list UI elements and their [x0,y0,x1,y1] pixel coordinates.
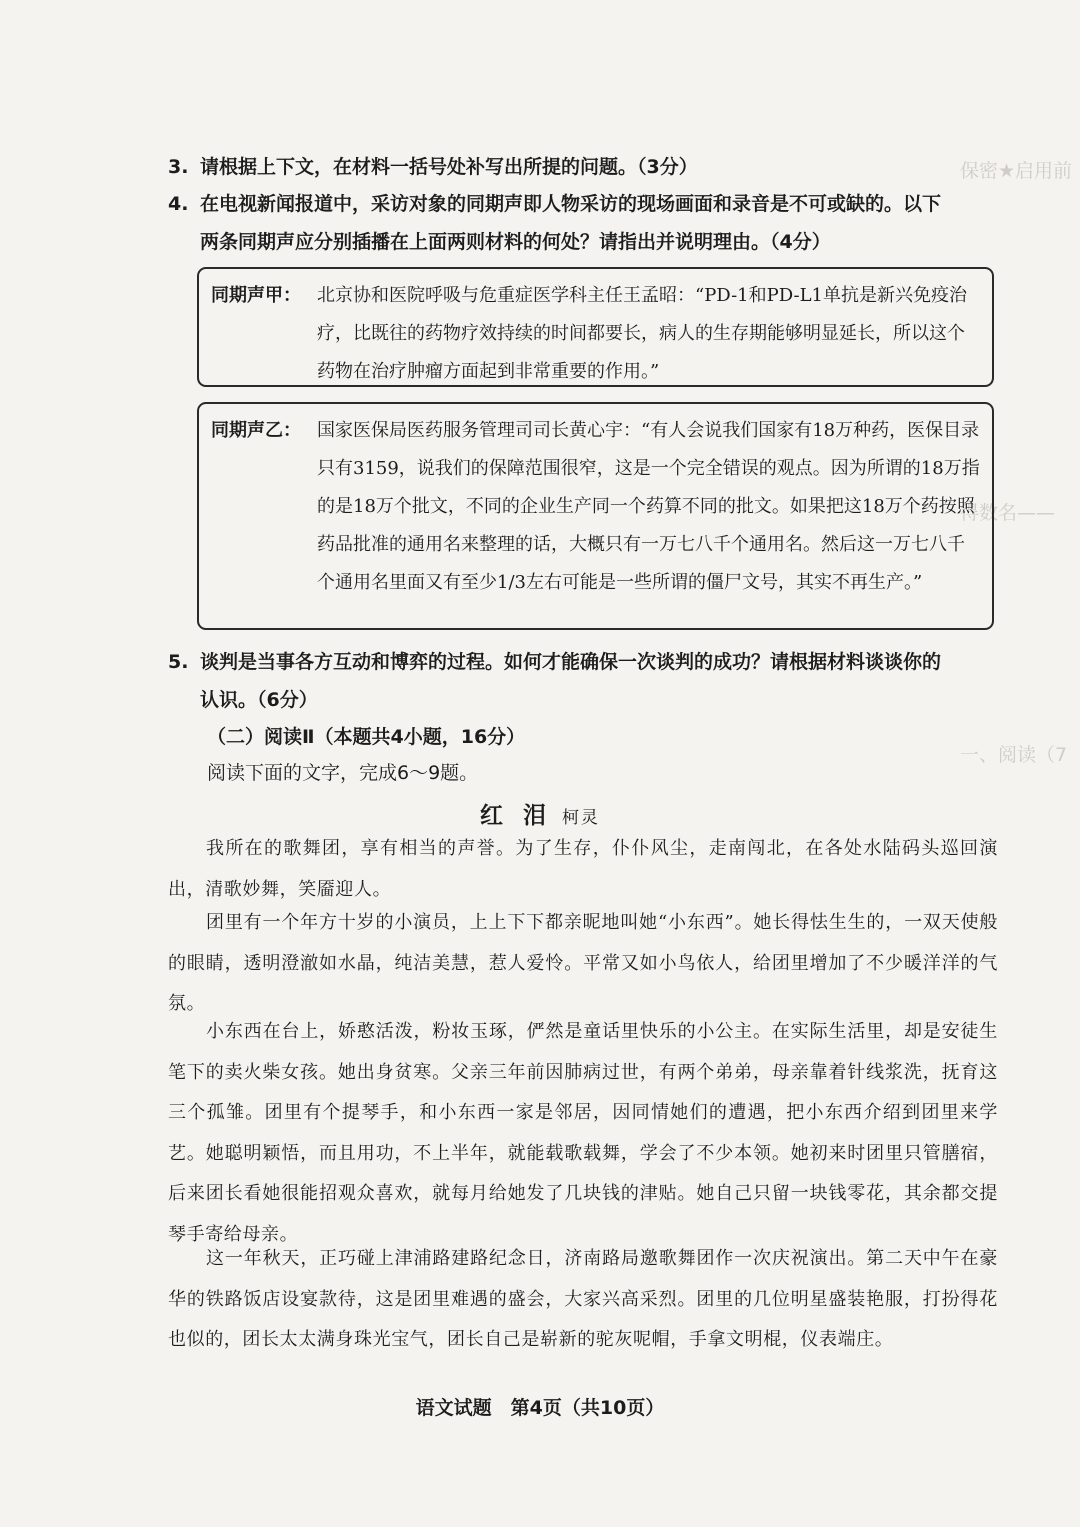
question-text: 在电视新闻报道中，采访对象的同期声即人物采访的现场画面和录音是不可或缺的。以下 [200,193,942,215]
article-paragraph: 团里有一个年方十岁的小演员，上上下下都亲昵地叫她“小东西”。她长得怯生生的，一双天使般的眼睛，透明澄澈如水晶，纯洁美慧，惹人爱怜。平常又如小鸟依人，给团里增加了不少暖洋洋的气氛。 [168,912,998,1014]
article-paragraph: 小东西在台上，娇憨活泼，粉妆玉琢，俨然是童话里快乐的小公主。在实际生活里，却是安徒生笔下的卖火柴女孩。她出身贫寒。父亲三年前因肺病过世，有两个弟弟，母亲靠着针线浆洗，抚育这三个孤雏。团里有个提琴手，和小东西一家是邻居，因同情她们的遭遇，把小东西介绍到团里来学艺。她聪明颖悟，而且用功，不上半年，就能载歌载舞，学会了不少本领。她初来时团里只管膳宿，后来团长看她很能招观众喜欢，就每月给她发了几块钱的津贴。她自己只留一块钱零花，其余都交提琴手寄给母亲。 [168,1021,998,1245]
quote-label: 同期声乙： [211,420,301,441]
quote-label: 同期声甲： [211,285,301,306]
article-title-text: 红 泪 [479,802,552,829]
section-heading: （二）阅读Ⅱ（本题共4小题，16分） [207,726,526,748]
bleed-through-text: 保密★启用前 [960,160,1073,182]
quote-box-b [197,402,994,630]
page-footer: 语文试题 第4页（共10页） [415,1397,665,1419]
section-instruction: 阅读下面的文字，完成6～9题。 [207,762,479,784]
quote-text: 北京协和医院呼吸与危重症医学科主任王孟昭：“PD-1和PD-L1单抗是新兴免疫治疗，比既往的药物疗效持续的时间都要长，病人的生存期能够明显延长，所以这个药物在治疗肿瘤方面起到非常重要的作用。” [317,285,967,382]
question-text: 谈判是当事各方互动和博弈的过程。如何才能确保一次谈判的成功？请根据材料谈谈你的 [200,651,942,673]
question-text: 请根据上下文，在材料一括号处补写出所提的问题。（3分） [200,156,698,178]
question-text: 两条同期声应分别插播在上面两则材料的何处？请指出并说明理由。（4分） [200,231,831,253]
article-title [0,797,1080,830]
quote-box-a [197,267,994,387]
question-number: 4. [168,193,189,215]
bleed-through-text: 得数名—— [960,502,1056,524]
article-paragraph: 我所在的歌舞团，享有相当的声誉。为了生存，仆仆风尘，走南闯北，在各处水陆码头巡回演出，清歌妙舞，笑靥迎人。 [168,838,998,900]
quote-text: 国家医保局医药服务管理司司长黄心宇：“有人会说我们国家有18万种药，医保目录只有3159，说我们的保障范围很窄，这是一个完全错误的观点。因为所谓的18万指的是18万个批文，不同的企业生产同一个药算不同的批文。如果把这18万个药按照药品批准的通用名来整理的话，大概只有一万七八千个通用名。然后这一万七八千个通用名里面又有至少1/3左右可能是一些所谓的僵尸文号，其实不再生产。” [317,420,980,593]
question-number: 3. [168,156,189,178]
article-author: 柯灵 [562,808,600,828]
question-number: 5. [168,651,189,673]
article-paragraph: 这一年秋天，正巧碰上津浦路建路纪念日，济南路局邀歌舞团作一次庆祝演出。第二天中午在豪华的铁路饭店设宴款待，这是团里难遇的盛会，大家兴高采烈。团里的几位明星盛装艳服，打扮得花也似的，团长太太满身珠光宝气，团长自己是崭新的驼灰呢帽，手拿文明棍，仪表端庄。 [168,1248,998,1350]
question-3 [168,148,998,186]
question-text: 认识。（6分） [200,689,318,711]
bleed-through-text: 一、阅读（7 [960,744,1068,766]
question-5 [168,643,998,719]
question-4 [168,185,998,261]
